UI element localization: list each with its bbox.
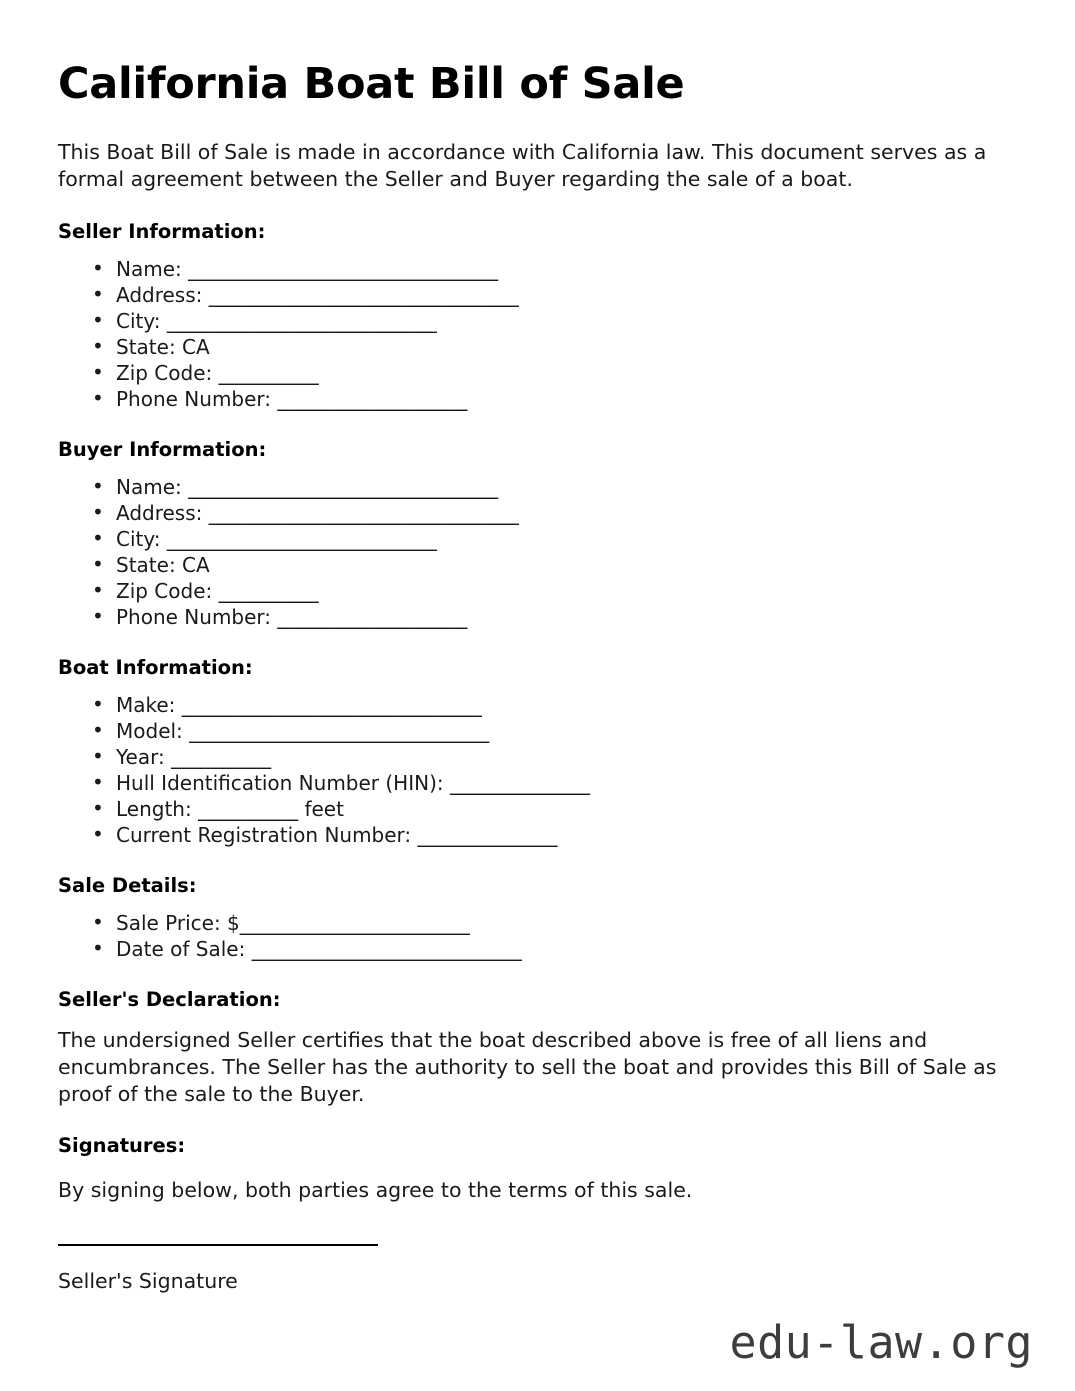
list-item [92, 527, 1017, 552]
list-item [92, 693, 1017, 718]
field-label: Zip Code: [116, 360, 219, 385]
signature-instruction: By signing below, both parties agree to the terms of this sale. [58, 1177, 693, 1202]
fill-in-blank[interactable]: ______________________________ [189, 718, 490, 743]
field-label: Phone Number: [116, 386, 278, 411]
list-item [92, 309, 1017, 334]
seller-signature-label: Seller's Signature [58, 1268, 238, 1293]
seller-information-field-list [58, 257, 1017, 412]
fill-in-blank[interactable]: _______________________________ [188, 256, 499, 281]
fill-in-blank[interactable]: ______________________________ [181, 692, 482, 717]
field-suffix: feet [298, 796, 344, 821]
field-label: State: CA [116, 552, 210, 577]
fill-in-blank[interactable]: __________ [171, 744, 272, 769]
field-label: Name: [116, 474, 189, 499]
list-item [92, 797, 1017, 822]
list-item [92, 605, 1017, 630]
fill-in-blank[interactable]: ___________________ [277, 386, 468, 411]
field-label: Address: [116, 282, 209, 307]
field-label: Model: [116, 718, 190, 743]
list-item [92, 579, 1017, 604]
site-watermark: edu-law.org [729, 1316, 1033, 1369]
list-item [92, 475, 1017, 500]
section-heading-boat-information: Boat Information: [58, 655, 253, 679]
sale-details-field-list [58, 911, 1017, 962]
fill-in-blank[interactable]: _______________________________ [208, 282, 519, 307]
list-item [92, 719, 1017, 744]
section-heading-seller-information: Seller Information: [58, 219, 266, 243]
boat-information-field-list [58, 693, 1017, 848]
field-label: Sale Price: $ [116, 910, 240, 935]
list-item [92, 361, 1017, 386]
field-label: Length: [116, 796, 199, 821]
field-label: Date of Sale: [116, 936, 252, 961]
fill-in-blank[interactable]: ______________ [417, 822, 558, 847]
list-item [92, 335, 1017, 360]
list-item [92, 745, 1017, 770]
list-item [92, 823, 1017, 848]
field-label: Address: [116, 500, 209, 525]
list-item [92, 387, 1017, 412]
list-item [92, 937, 1017, 962]
fill-in-blank[interactable]: _______________________ [239, 910, 470, 935]
fill-in-blank[interactable]: ___________________________ [166, 308, 437, 333]
section-heading-buyer-information: Buyer Information: [58, 437, 267, 461]
page-title: California Boat Bill of Sale [58, 59, 685, 109]
fill-in-blank[interactable]: _______________________________ [208, 500, 519, 525]
fill-in-blank[interactable]: ___________________________ [166, 526, 437, 551]
field-label: City: [116, 526, 167, 551]
list-item [92, 911, 1017, 936]
list-item [92, 771, 1017, 796]
field-label: Hull Identification Number (HIN): [116, 770, 450, 795]
fill-in-blank[interactable]: __________ [218, 578, 319, 603]
section-heading-sale-details: Sale Details: [58, 873, 197, 897]
field-label: City: [116, 308, 167, 333]
fill-in-blank[interactable]: ___________________________ [251, 936, 522, 961]
field-label: Current Registration Number: [116, 822, 418, 847]
list-item [92, 501, 1017, 526]
fill-in-blank[interactable]: __________ [218, 360, 319, 385]
field-label: State: CA [116, 334, 210, 359]
field-label: Make: [116, 692, 182, 717]
seller-signature-line[interactable] [58, 1244, 378, 1246]
field-label: Year: [116, 744, 172, 769]
field-label: Name: [116, 256, 189, 281]
list-item [92, 553, 1017, 578]
fill-in-blank[interactable]: ___________________ [277, 604, 468, 629]
field-label: Phone Number: [116, 604, 278, 629]
fill-in-blank[interactable]: _______________________________ [188, 474, 499, 499]
buyer-information-field-list [58, 475, 1017, 630]
fill-in-blank[interactable]: ______________ [449, 770, 590, 795]
section-heading-sellers-declaration: Seller's Declaration: [58, 987, 281, 1011]
list-item [92, 283, 1017, 308]
intro-paragraph: This Boat Bill of Sale is made in accordance with California law. This document serves as a formal agreement between the Seller and Buyer regarding the sale of a boat. [58, 140, 987, 192]
fill-in-blank[interactable]: __________ [198, 796, 299, 821]
sellers-declaration-body: The undersigned Seller certifies that the boat described above is free of all liens and encumbrances. The Seller has the authority to sell the boat and provides this Bill of Sale as proof of the sale to the Buyer. [58, 1027, 997, 1106]
list-item [92, 257, 1017, 282]
section-heading-signatures: Signatures: [58, 1133, 186, 1157]
field-label: Zip Code: [116, 578, 219, 603]
